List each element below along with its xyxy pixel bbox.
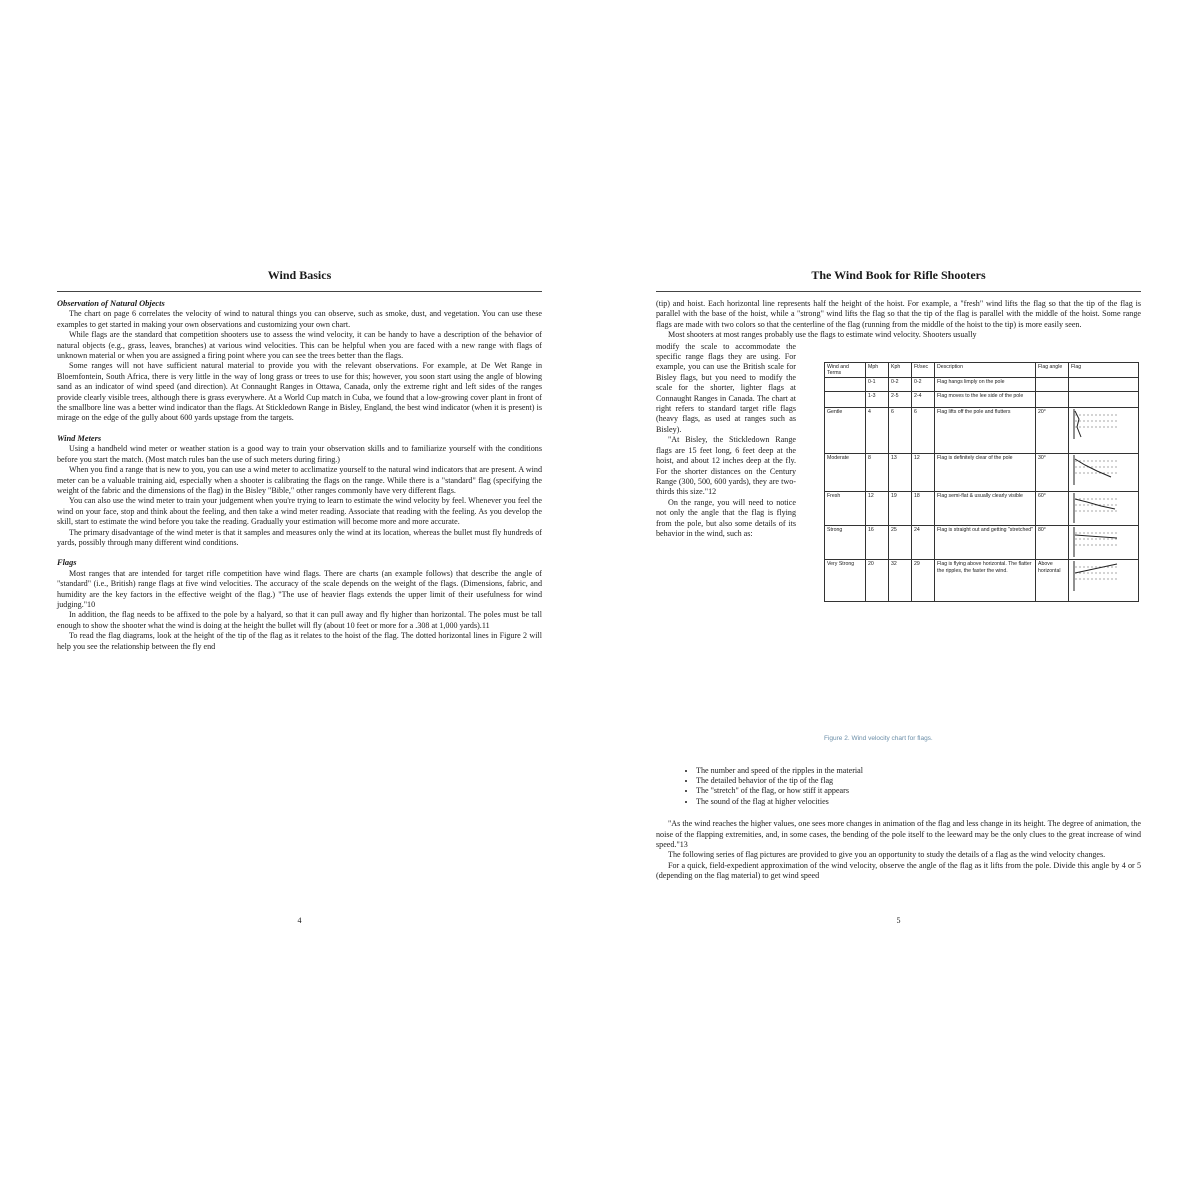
figure-caption: Figure 2. Wind velocity chart for flags. xyxy=(824,734,933,742)
table-cell-desc: Flag is straight out and getting "stretched" xyxy=(935,526,1036,560)
section-heading: Wind Meters xyxy=(57,433,102,443)
table-cell-flag xyxy=(1069,392,1139,408)
table-row xyxy=(825,408,1139,454)
flag-diagram-icon xyxy=(1071,493,1121,523)
table-cell-angle: 80° xyxy=(1036,526,1069,560)
table-cell-term: Gentle xyxy=(825,408,866,454)
paragraph: The following series of flag pictures are provided to give you an opportunity to study the details of a flag as the wind velocity changes. xyxy=(668,850,1106,860)
table-cell-fps: 0-2 xyxy=(912,378,935,392)
table-cell-mph: 8 xyxy=(866,454,889,492)
list-item: • The number and speed of the ripples in the material xyxy=(696,766,1141,776)
flag-diagram-icon xyxy=(1071,455,1121,485)
table-cell-angle: 60° xyxy=(1036,492,1069,526)
table-row xyxy=(825,454,1139,492)
table-header-row xyxy=(825,362,1139,378)
table-cell-flag xyxy=(1069,492,1139,526)
left-page-number: 4 xyxy=(297,916,302,925)
table-cell-angle: 20° xyxy=(1036,408,1069,454)
table-cell-mph: 20 xyxy=(866,560,889,602)
table-cell-term xyxy=(825,392,866,408)
column-header: Flag xyxy=(1069,362,1139,378)
table-cell-term xyxy=(825,378,866,392)
paragraph: When you find a range that is new to you, you can use a wind meter to acclimatize yourself to the natural wind indicators that are present. A wind meter can be a valuable training aid, especially when a shooter is calibrating the flags on the range. While there is a "standard" flag (specifying the weight of the fabric and the dimensions of the flag) in the Bisley "Bible," other ranges commonly have very different flags. xyxy=(57,465,542,495)
table-cell-kph: 0-2 xyxy=(889,378,912,392)
column-header: Kph xyxy=(889,362,912,378)
table-cell-angle: 30° xyxy=(1036,454,1069,492)
left-page xyxy=(57,268,542,925)
paragraph: To read the flag diagrams, look at the height of the tip of the flag as it relates to the hoist of the flag. The dotted horizontal lines in Figure 2 will help you see the relationship between the fly end xyxy=(57,631,542,651)
table-cell-mph: 4 xyxy=(866,408,889,454)
table-cell-term: Very Strong xyxy=(825,560,866,602)
table-cell-fps: 12 xyxy=(912,454,935,492)
paragraph: In addition, the flag needs to be affixed to the pole by a halyard, so that it can pull away and fly higher than horizontal. The poles must be tall enough to show the shooter what the wind is doing at the height the bullet will fly (about 10 feet or more for a .308 at 1,000 yards).11 xyxy=(57,610,542,630)
left-body xyxy=(57,299,542,652)
flag-shape xyxy=(1075,459,1111,477)
paragraph: The chart on page 6 correlates the velocity of wind to natural things you can observe, such as smoke, dust, and vegetation. You can use these examples to get started in making your own observations and customizing your own chart. xyxy=(57,309,542,329)
list-item: • The detailed behavior of the tip of the flag xyxy=(696,776,1141,786)
section-heading: Observation of Natural Objects xyxy=(57,299,165,308)
table-row xyxy=(825,492,1139,526)
wind-velocity-table xyxy=(824,362,1139,603)
flag-shape xyxy=(1075,499,1115,509)
table-cell-flag xyxy=(1069,408,1139,454)
flag-shape xyxy=(1075,564,1117,573)
table-cell-angle xyxy=(1036,392,1069,408)
detail-list xyxy=(656,766,1141,808)
right-body xyxy=(656,299,1141,882)
table-cell-term: Moderate xyxy=(825,454,866,492)
list-item: • The "stretch" of the flag, or how stiff it appears xyxy=(696,786,1141,796)
table-cell-flag xyxy=(1069,526,1139,560)
column-header: Mph xyxy=(866,362,889,378)
paragraph: For a quick, field-expedient approximation of the wind velocity, observe the angle of the flag as it lifts from the pole. Divide this angle by 4 or 5 (depending on the flag material) to get wind speed xyxy=(656,860,1141,881)
right-page xyxy=(656,268,1141,925)
paragraph: The primary disadvantage of the wind meter is that it samples and measures only the wind at its location, whereas the bullet must fly hundreds of yards, possibly through many different wind conditions. xyxy=(57,527,542,547)
list-item: • The sound of the flag at higher velocities xyxy=(696,797,1141,807)
table-cell-flag xyxy=(1069,378,1139,392)
table-cell-kph: 19 xyxy=(889,492,912,526)
table-cell-desc: Flag hangs limply on the pole xyxy=(935,378,1036,392)
table-cell-term: Fresh xyxy=(825,492,866,526)
table-cell-angle: Above horizontal xyxy=(1036,560,1069,602)
table-cell-desc: Flag lifts off the pole and flutters xyxy=(935,408,1036,454)
table-row xyxy=(825,560,1139,602)
table-cell-term: Strong xyxy=(825,526,866,560)
table-cell-kph: 2-5 xyxy=(889,392,912,408)
paragraph: You can also use the wind meter to train your judgement when you're trying to learn to estimate the wind velocity by feel. Whenever you feel the wind on your face, stop and think about the feeling, and then take a wind meter reading. Associate that reading with the feeling. As you develop the skill, start to estimate the wind before you take the reading. Gradually your estimation will become more and more accurate. xyxy=(57,496,542,527)
paragraph: Using a handheld wind meter or weather station is a good way to train your observation skills and to familiarize yourself with the conditions before you start the match. (Most match rules ban the use of such meters during firing.) xyxy=(57,444,542,464)
table-cell-kph: 25 xyxy=(889,526,912,560)
column-header: Flag angle xyxy=(1036,362,1069,378)
paragraph: Most ranges that are intended for target rifle competition have wind flags. There are charts (an example follows) that describe the angle of "standard" (i.e., British) range flags at five wind velocities. The accuracy of the scale depends on the weight of the flags. (Dimensions, fabric, and humidity are the key factors in the effective weight of the flag.) "The use of heavier flags extends the upper limit of their usefulness for wind judging."10 xyxy=(57,568,542,609)
flag-shape xyxy=(1075,535,1117,538)
table-cell-mph: 1-3 xyxy=(866,392,889,408)
figure-area xyxy=(656,342,1141,754)
wind-table-body xyxy=(825,378,1139,602)
table-cell-fps: 18 xyxy=(912,492,935,526)
flag-diagram-icon xyxy=(1071,527,1121,557)
paragraph: (tip) and hoist. Each horizontal line represents half the height of the hoist. For example, a "fresh" wind lifts the flag so that the tip of the flag is parallel with the base of the hoist, while a "strong" wind lifts the flag so that the tip of the flag is parallel with the middle of the hoist. Some range flags are made with two colors so that the centerline of the flag (running from the middle of the hoist to the tip) is more easily seen. xyxy=(656,299,1141,329)
paragraph: "At Bisley, the Stickledown Range flags are 15 feet long, 6 feet deep at the hoist, and about 12 inches deep at the fly. For the shorter distances on the Century Range (300, 500, 600 yards), they are two-thirds this size."12 xyxy=(656,435,796,497)
table-cell-angle xyxy=(1036,378,1069,392)
table-cell-kph: 32 xyxy=(889,560,912,602)
table-cell-fps: 2-4 xyxy=(912,392,935,408)
table-cell-desc: Flag is definitely clear of the pole xyxy=(935,454,1036,492)
flag-diagram-icon xyxy=(1071,409,1121,439)
table-cell-desc: Flag moves to the lee side of the pole xyxy=(935,392,1036,408)
column-header: Wind and Terms xyxy=(825,362,866,378)
right-page-number: 5 xyxy=(896,916,901,925)
table-cell-mph: 0-1 xyxy=(866,378,889,392)
table-cell-desc: Flag is flying above horizontal. The flatter the ripples, the faster the wind. xyxy=(935,560,1036,602)
flag-diagram-icon xyxy=(1071,561,1121,591)
table-row xyxy=(825,378,1139,392)
paragraph: modify the scale to accommodate the specific range flags they are using. For example, you can use the British scale for Bisley flags, but you need to modify the scale for the shorter, lighter flags at Connaught Ranges in Canada. The chart at right refers to standard target rifle flags (heavy flags, as used at ranges such as Bisley). xyxy=(656,341,796,434)
table-cell-kph: 6 xyxy=(889,408,912,454)
table-cell-flag xyxy=(1069,454,1139,492)
table-cell-fps: 29 xyxy=(912,560,935,602)
left-running-head: Wind Basics xyxy=(57,268,542,292)
table-row xyxy=(825,526,1139,560)
right-running-head: The Wind Book for Rifle Shooters xyxy=(656,268,1141,292)
paragraph: Some ranges will not have sufficient natural material to provide you with the relevant observations. For example, at De Wet Range in Bloemfontein, South Africa, there is very little in the way of long grass or trees to use for this; however, you soon start using the angle of blowing sand as an indicator of wind speed (and direction). At Connaught Ranges in Ottawa, Canada, only the extreme right and left sides of the ranges provide clearly visible trees, although there is grass everywhere. At a World Cup match in Cuba, we found that a low-growing cover plant in front of the smallbore line was a better wind indicator than the flags. At Stickledown Range in Bisley, England, the best wind indicator (when it is present) is mirage on the edge of the gully about 600 yards upstage from the targets. xyxy=(57,361,542,423)
table-cell-mph: 16 xyxy=(866,526,889,560)
paragraph: Most shooters at most ranges probably use the flags to estimate wind velocity. Shooters usually xyxy=(668,330,977,340)
table-cell-desc: Flag semi-flat & usually clearly visible xyxy=(935,492,1036,526)
column-header: Ft/sec xyxy=(912,362,935,378)
paragraph: On the range, you will need to notice not only the angle that the flag is flying from the pole, but also some details of its behavior in the wind, such as: xyxy=(656,497,796,538)
float-text-column xyxy=(656,342,796,540)
table-cell-kph: 13 xyxy=(889,454,912,492)
column-header: Description xyxy=(935,362,1036,378)
table-cell-fps: 6 xyxy=(912,408,935,454)
table-cell-flag xyxy=(1069,560,1139,602)
section-heading: Flags xyxy=(57,558,77,568)
table-cell-fps: 24 xyxy=(912,526,935,560)
paragraph: While flags are the standard that competition shooters use to assess the wind velocity, it can be handy to have a description of the behavior of natural objects (e.g., grass, leaves, branches) at various wind velocities. This can be helpful when you are faced with a new range with flags of unknown material or when you are assigned a firing point where you can see the trees better than the flags. xyxy=(57,330,542,361)
table-row xyxy=(825,392,1139,408)
paragraph: "As the wind reaches the higher values, one sees more changes in animation of the flag and less change in its height. The degree of animation, the noise of the flapping extremities, and, in some cases, the bending of the pole itself to the leeward may be the only clues to the great increase of wind speed."13 xyxy=(656,819,1141,850)
table-cell-mph: 12 xyxy=(866,492,889,526)
